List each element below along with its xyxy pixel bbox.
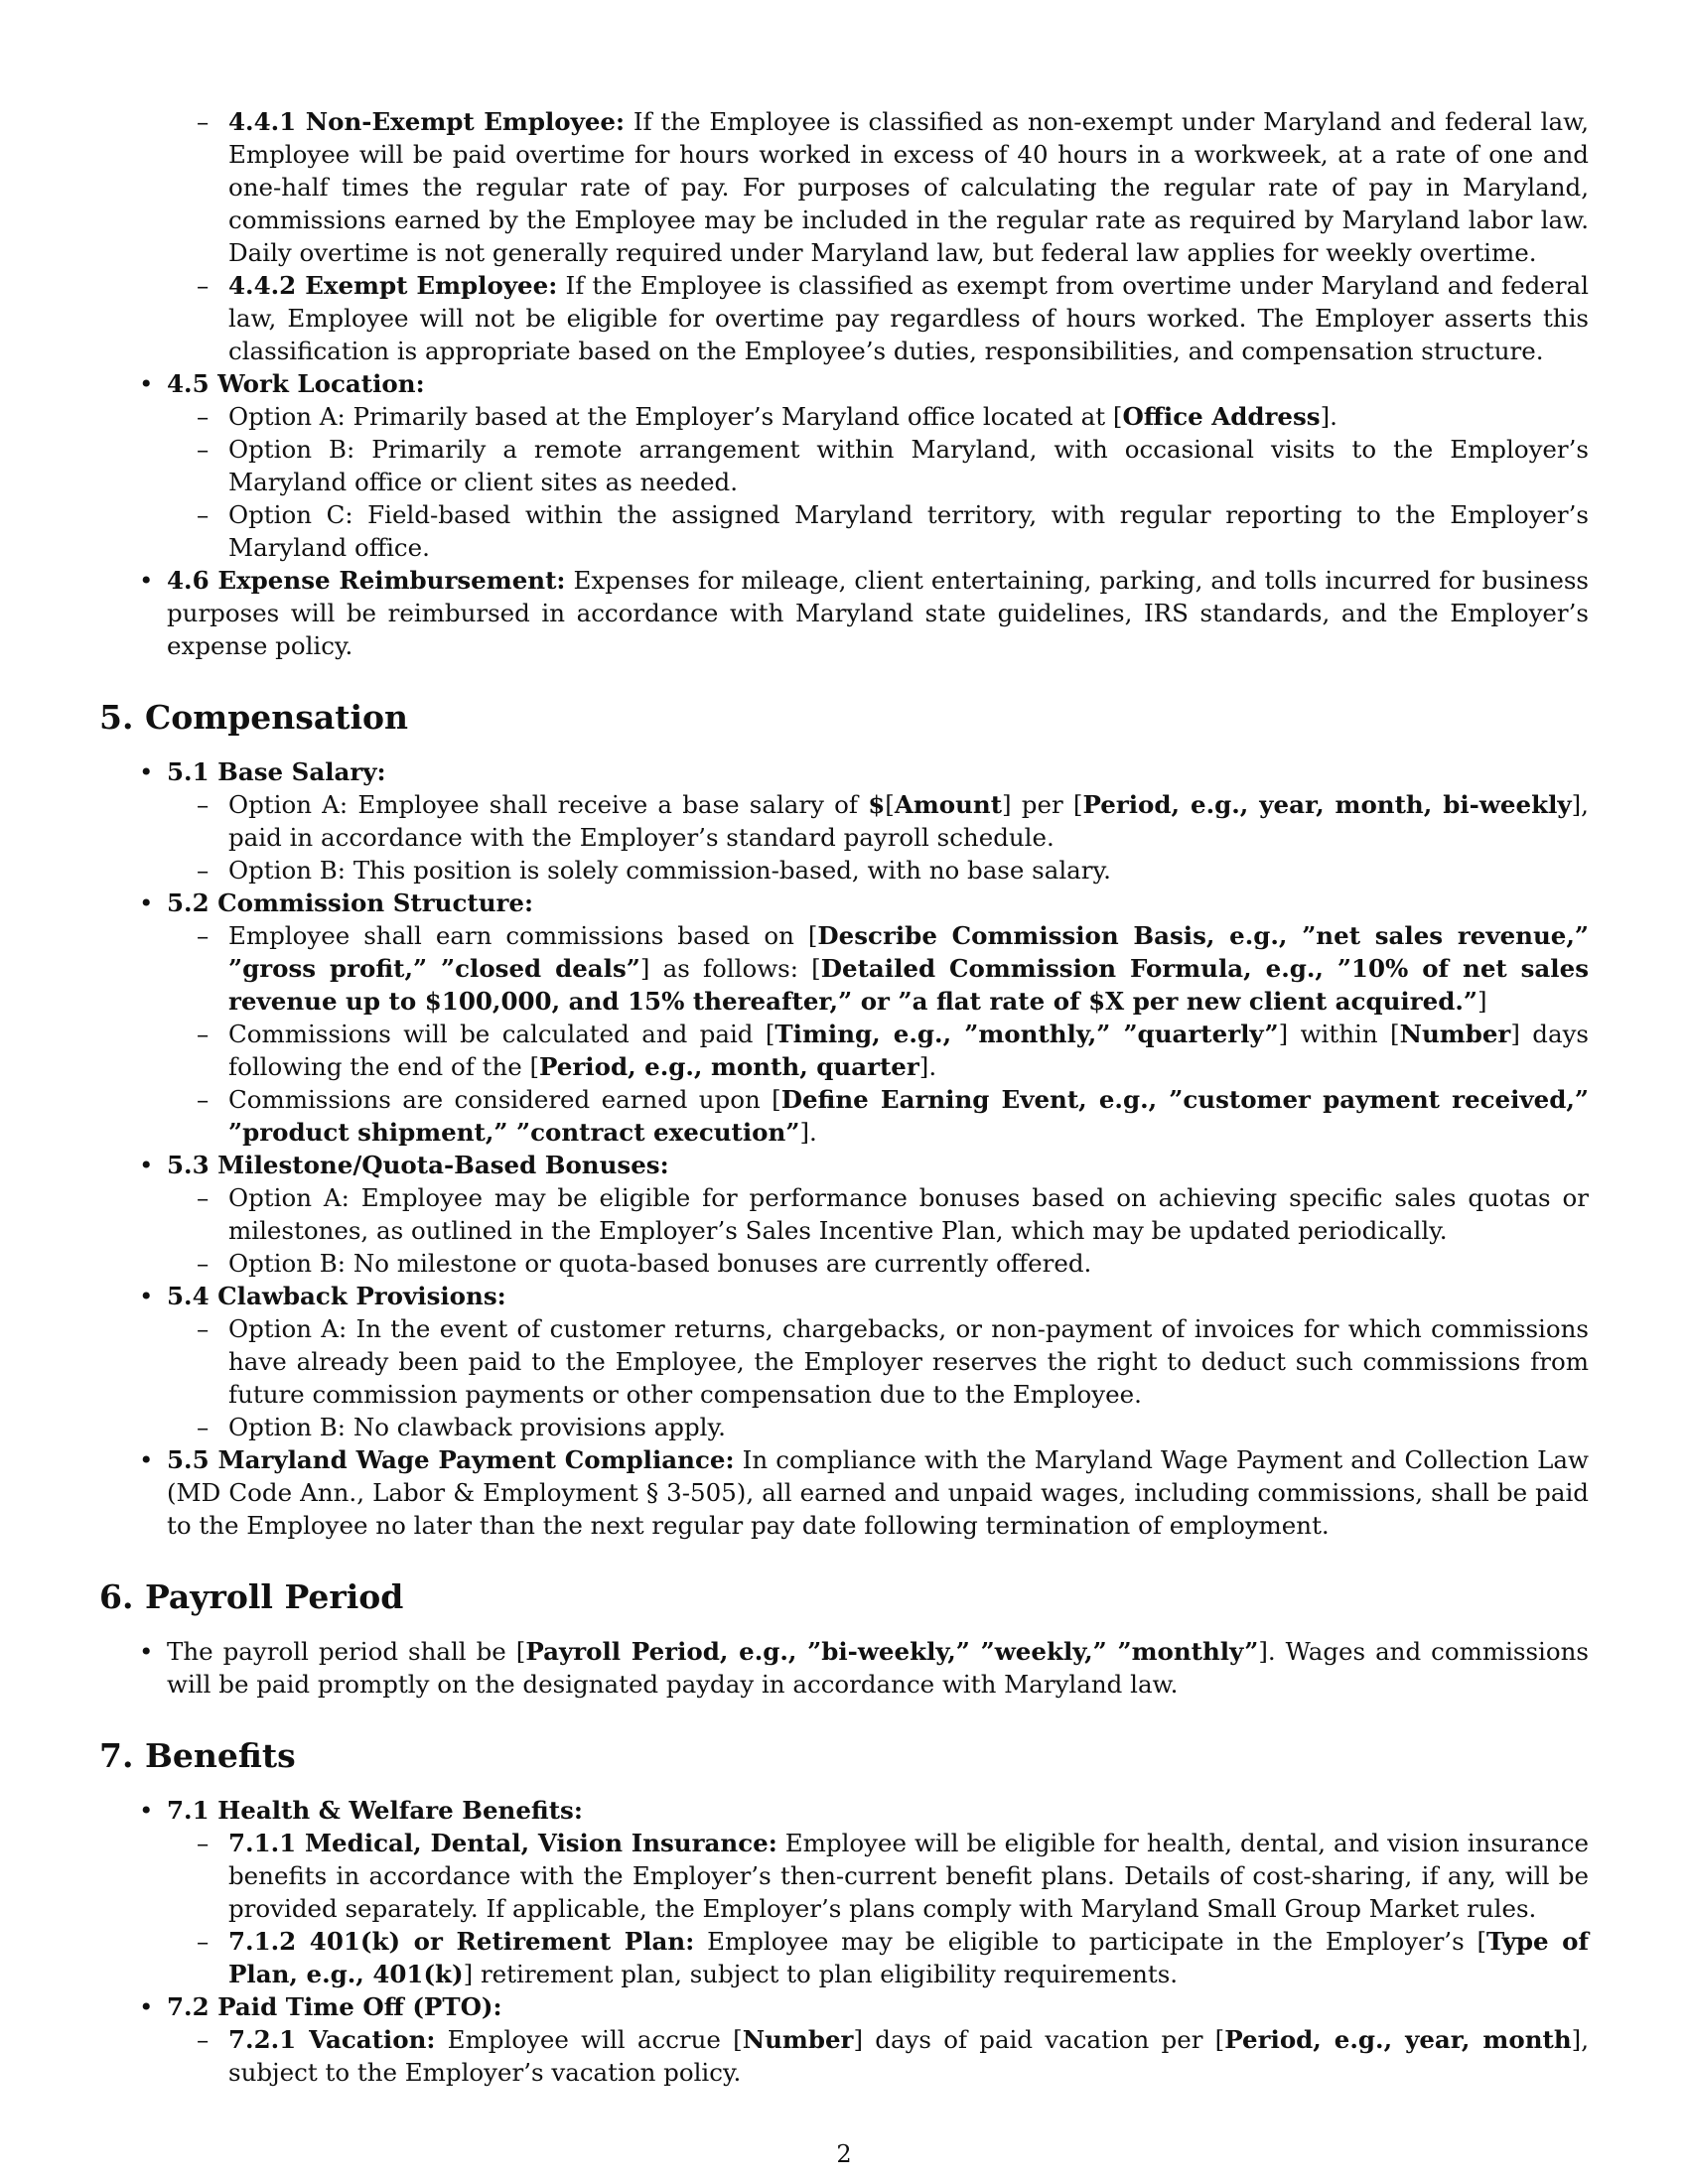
bullet: • (139, 566, 154, 595)
option-text: Option C: Field-based within the assigned Maryland territory, with regular reporting to the Employer’s Maryland office. (228, 500, 1589, 562)
item-5-5-text: In compliance with the Maryland Wage Payment and Collection Law (MD Code Ann., Labor & Employment § 3-505), all earned and unpaid wages, including commissions, shall be paid to the Employee no later than the next regular pay date following termination of employment. (167, 1445, 1590, 1540)
option-text: Option B: Primarily a remote arrangement within Maryland, with occasional visits to the Employer’s Maryland office or client sites as needed. (228, 435, 1589, 496)
item-4-5 (99, 367, 1589, 564)
option-text: ]. (799, 1118, 817, 1147)
item-7-2-list (167, 2023, 1589, 2089)
bullet: • (139, 888, 154, 917)
item-7-1-list (167, 1827, 1589, 1990)
dash-bullet: – (197, 1829, 210, 1857)
page-number: 2 (836, 2140, 852, 2168)
item-7-1-2 (167, 1925, 1589, 1990)
option-5-1-a (167, 788, 1589, 854)
bullet: • (139, 1992, 154, 2021)
item-5-1-heading: 5.1 Base Salary: (167, 757, 386, 786)
option-text: ], subject to the Employer’s vacation policy. (228, 2025, 1589, 2087)
option-text: Option B: No milestone or quota-based bonuses are currently offered. (228, 1249, 1092, 1278)
option-text: ]. (918, 1052, 937, 1081)
item-5-3-heading: 5.3 Milestone/Quota-Based Bonuses: (167, 1151, 669, 1179)
dash-bullet: – (197, 107, 210, 136)
item-4-4-1-heading: 4.4.1 Non-Exempt Employee: (228, 107, 626, 136)
item-4-6 (99, 564, 1589, 662)
item-5-4-options (167, 1312, 1589, 1443)
section-4-list (99, 367, 1589, 662)
option-5-4-a (167, 1312, 1589, 1411)
item-7-1 (99, 1794, 1589, 1990)
option-5-3-a (167, 1181, 1589, 1247)
placeholder-field: Define Earning Event, e.g., ”customer payment received,” ”product shipment,” ”contract execution” (228, 1085, 1590, 1147)
placeholder-field: $ (868, 790, 886, 819)
option-text: ] retirement plan, subject to plan eligibility requirements. (463, 1960, 1179, 1988)
placeholder-field: Period, e.g., year, month (1224, 2025, 1572, 2054)
item-4-4-2 (167, 269, 1589, 367)
option-5-4-b (167, 1411, 1589, 1443)
bullet: • (139, 1637, 154, 1666)
option-text: Employee shall earn commissions based on [ (228, 921, 818, 950)
dash-bullet: – (197, 1314, 210, 1343)
bullet: • (139, 369, 154, 398)
option-text: Option B: No clawback provisions apply. (228, 1413, 726, 1441)
item-5-4-heading: 5.4 Clawback Provisions: (167, 1282, 506, 1310)
option-text: ], paid in accordance with the Employer’s standard payroll schedule. (228, 790, 1589, 852)
option-text: ]. Wages and commissions will be paid promptly on the designated payday in accordance with Maryland law. (167, 1637, 1589, 1699)
placeholder-field: Number (1399, 1020, 1511, 1048)
section-number: 5. (99, 698, 134, 737)
section-number: 6. (99, 1577, 134, 1616)
payroll-period-item (99, 1635, 1589, 1701)
section-5-heading (99, 698, 1589, 738)
bullet: • (139, 757, 154, 786)
section-4-4-list (167, 105, 1589, 367)
placeholder-field: Period, e.g., month, quarter (539, 1052, 919, 1081)
section-6-list (99, 1635, 1589, 1701)
commission-basis (167, 919, 1589, 1018)
document-body (99, 105, 1589, 2089)
item-7-2 (99, 1990, 1589, 2089)
option-text: Commissions will be calculated and paid [ (228, 1020, 775, 1048)
option-text: Employee may be eligible to participate in the Employer’s [ (694, 1927, 1487, 1956)
dash-bullet: – (197, 921, 210, 950)
option-text: Commissions are considered earned upon [ (228, 1085, 781, 1114)
option-text: ] per [ (1002, 790, 1083, 819)
option-text: ] within [ (1278, 1020, 1400, 1048)
option-text: ] (1477, 987, 1487, 1016)
dash-bullet: – (197, 1183, 210, 1212)
option-text: ] as follows: [ (639, 954, 821, 983)
dash-bullet: – (197, 402, 210, 431)
option-5-3-b (167, 1247, 1589, 1280)
option-text: [ (885, 790, 895, 819)
item-4-4-2-heading: 4.4.2 Exempt Employee: (228, 271, 558, 300)
commission-earning-event (167, 1083, 1589, 1149)
item-7-2-1-heading: 7.2.1 Vacation: (228, 2025, 436, 2054)
item-7-2-1 (167, 2023, 1589, 2089)
option-text: ] days following the end of the [ (228, 1020, 1589, 1081)
commission-timing (167, 1018, 1589, 1083)
section-title: Compensation (145, 698, 408, 737)
item-5-1-options (167, 788, 1589, 887)
bullet: • (139, 1445, 154, 1474)
item-7-1-2-heading: 7.1.2 401(k) or Retirement Plan: (228, 1927, 695, 1956)
dash-bullet: – (197, 2025, 210, 2054)
section-title: Benefits (145, 1736, 296, 1775)
placeholder-field: Number (742, 2025, 854, 2054)
option-4-5-c (167, 498, 1589, 564)
option-text: ] days of paid vacation per [ (853, 2025, 1225, 2054)
item-4-6-text: Expenses for mileage, client entertaining, parking, and tolls incurred for business purposes will be reimbursed in accordance with Maryland state guidelines, IRS standards, and the Employer’s expense policy. (167, 566, 1589, 660)
section-7-heading (99, 1736, 1589, 1776)
option-text: Option B: This position is solely commission-based, with no base salary. (228, 856, 1111, 885)
placeholder-field: Detailed Commission Formula, e.g., ”10% of net sales revenue up to $100,000, and 15% thereafter,” or ”a flat rate of $X per new client acquired.” (228, 954, 1589, 1016)
item-5-3-options (167, 1181, 1589, 1280)
placeholder-field: Office Address (1122, 402, 1321, 431)
item-4-5-options (167, 400, 1589, 564)
bullet: • (139, 1796, 154, 1825)
item-5-5 (99, 1443, 1589, 1542)
item-5-4 (99, 1280, 1589, 1443)
item-7-2-heading: 7.2 Paid Time Off (PTO): (167, 1992, 502, 2021)
item-5-2-heading: 5.2 Commission Structure: (167, 888, 534, 917)
option-text: Employee will accrue [ (435, 2025, 743, 2054)
dash-bullet: – (197, 435, 210, 464)
option-4-5-a (167, 400, 1589, 433)
item-4-4-1-text: If the Employee is classified as non-exempt under Maryland and federal law, Employee will be paid overtime for hours worked in excess of 40 hours in a workweek, at a rate of one and one-half times the regular rate of pay. For purposes of calculating the regular rate of pay in Maryland, commissions earned by the Employee may be included in the regular rate as required by Maryland labor law. Daily overtime is not generally required under Maryland law, but federal law applies for weekly overtime. (228, 107, 1589, 267)
dash-bullet: – (197, 271, 210, 300)
dash-bullet: – (197, 1413, 210, 1441)
option-5-1-b (167, 854, 1589, 887)
item-5-1 (99, 755, 1589, 887)
placeholder-field: Period, e.g., year, month, bi-weekly (1082, 790, 1572, 819)
item-4-6-heading: 4.6 Expense Reimbursement: (167, 566, 566, 595)
placeholder-field: Amount (894, 790, 1003, 819)
item-4-4-2-text: If the Employee is classified as exempt from overtime under Maryland and federal law, Employee will not be eligible for overtime pay regardless of hours worked. The Employer asserts this classification is appropriate based on the Employee’s duties, responsibilities, and compensation structure. (228, 271, 1589, 365)
section-6-heading (99, 1577, 1589, 1617)
bullet: • (139, 1151, 154, 1179)
option-text: Option A: Primarily based at the Employer’s Maryland office located at [ (228, 402, 1123, 431)
section-7-list (99, 1794, 1589, 2089)
option-text: ]. (1320, 402, 1337, 431)
item-7-1-1-heading: 7.1.1 Medical, Dental, Vision Insurance: (228, 1829, 777, 1857)
item-7-1-heading: 7.1 Health & Welfare Benefits: (167, 1796, 583, 1825)
placeholder-field: Type of Plan, e.g., 401(k) (228, 1927, 1590, 1988)
item-5-2-list (167, 919, 1589, 1149)
option-text: Option A: Employee shall receive a base salary of (228, 790, 869, 819)
item-7-1-1 (167, 1827, 1589, 1925)
item-4-5-heading: 4.5 Work Location: (167, 369, 425, 398)
option-text: The payroll period shall be [ (167, 1637, 526, 1666)
item-5-5-heading: 5.5 Maryland Wage Payment Compliance: (167, 1445, 735, 1474)
item-4-4-1 (167, 105, 1589, 269)
section-5-list (99, 755, 1589, 1542)
dash-bullet: – (197, 1020, 210, 1048)
dash-bullet: – (197, 856, 210, 885)
item-5-3 (99, 1149, 1589, 1280)
option-text: Option A: Employee may be eligible for performance bonuses based on achieving specific sales quotas or milestones, as outlined in the Employer’s Sales Incentive Plan, which may be updated periodically. (228, 1183, 1589, 1245)
option-text: Option A: In the event of customer returns, chargebacks, or non-payment of invoices for which commissions have already been paid to the Employee, the Employer reserves the right to deduct such commissions from future commission payments or other compensation due to the Employee. (228, 1314, 1589, 1409)
placeholder-field: Timing, e.g., ”monthly,” ”quarterly” (774, 1020, 1279, 1048)
item-5-2 (99, 887, 1589, 1149)
option-4-5-b (167, 433, 1589, 498)
dash-bullet: – (197, 1085, 210, 1114)
dash-bullet: – (197, 1927, 210, 1956)
placeholder-field: Payroll Period, e.g., ”bi-weekly,” ”weekly,” ”monthly” (525, 1637, 1259, 1666)
section-number: 7. (99, 1736, 134, 1775)
option-text: Employee will be eligible for health, dental, and vision insurance benefits in accordance with the Employer’s then-current benefit plans. Details of cost-sharing, if any, will be provided separately. If applicable, the Employer’s plans comply with Maryland Small Group Market rules. (228, 1829, 1590, 1923)
placeholder-field: Describe Commission Basis, e.g., ”net sales revenue,” ”gross profit,” ”closed deals” (228, 921, 1589, 983)
dash-bullet: – (197, 500, 210, 529)
bullet: • (139, 1282, 154, 1310)
section-title: Payroll Period (145, 1577, 404, 1616)
dash-bullet: – (197, 1249, 210, 1278)
dash-bullet: – (197, 790, 210, 819)
